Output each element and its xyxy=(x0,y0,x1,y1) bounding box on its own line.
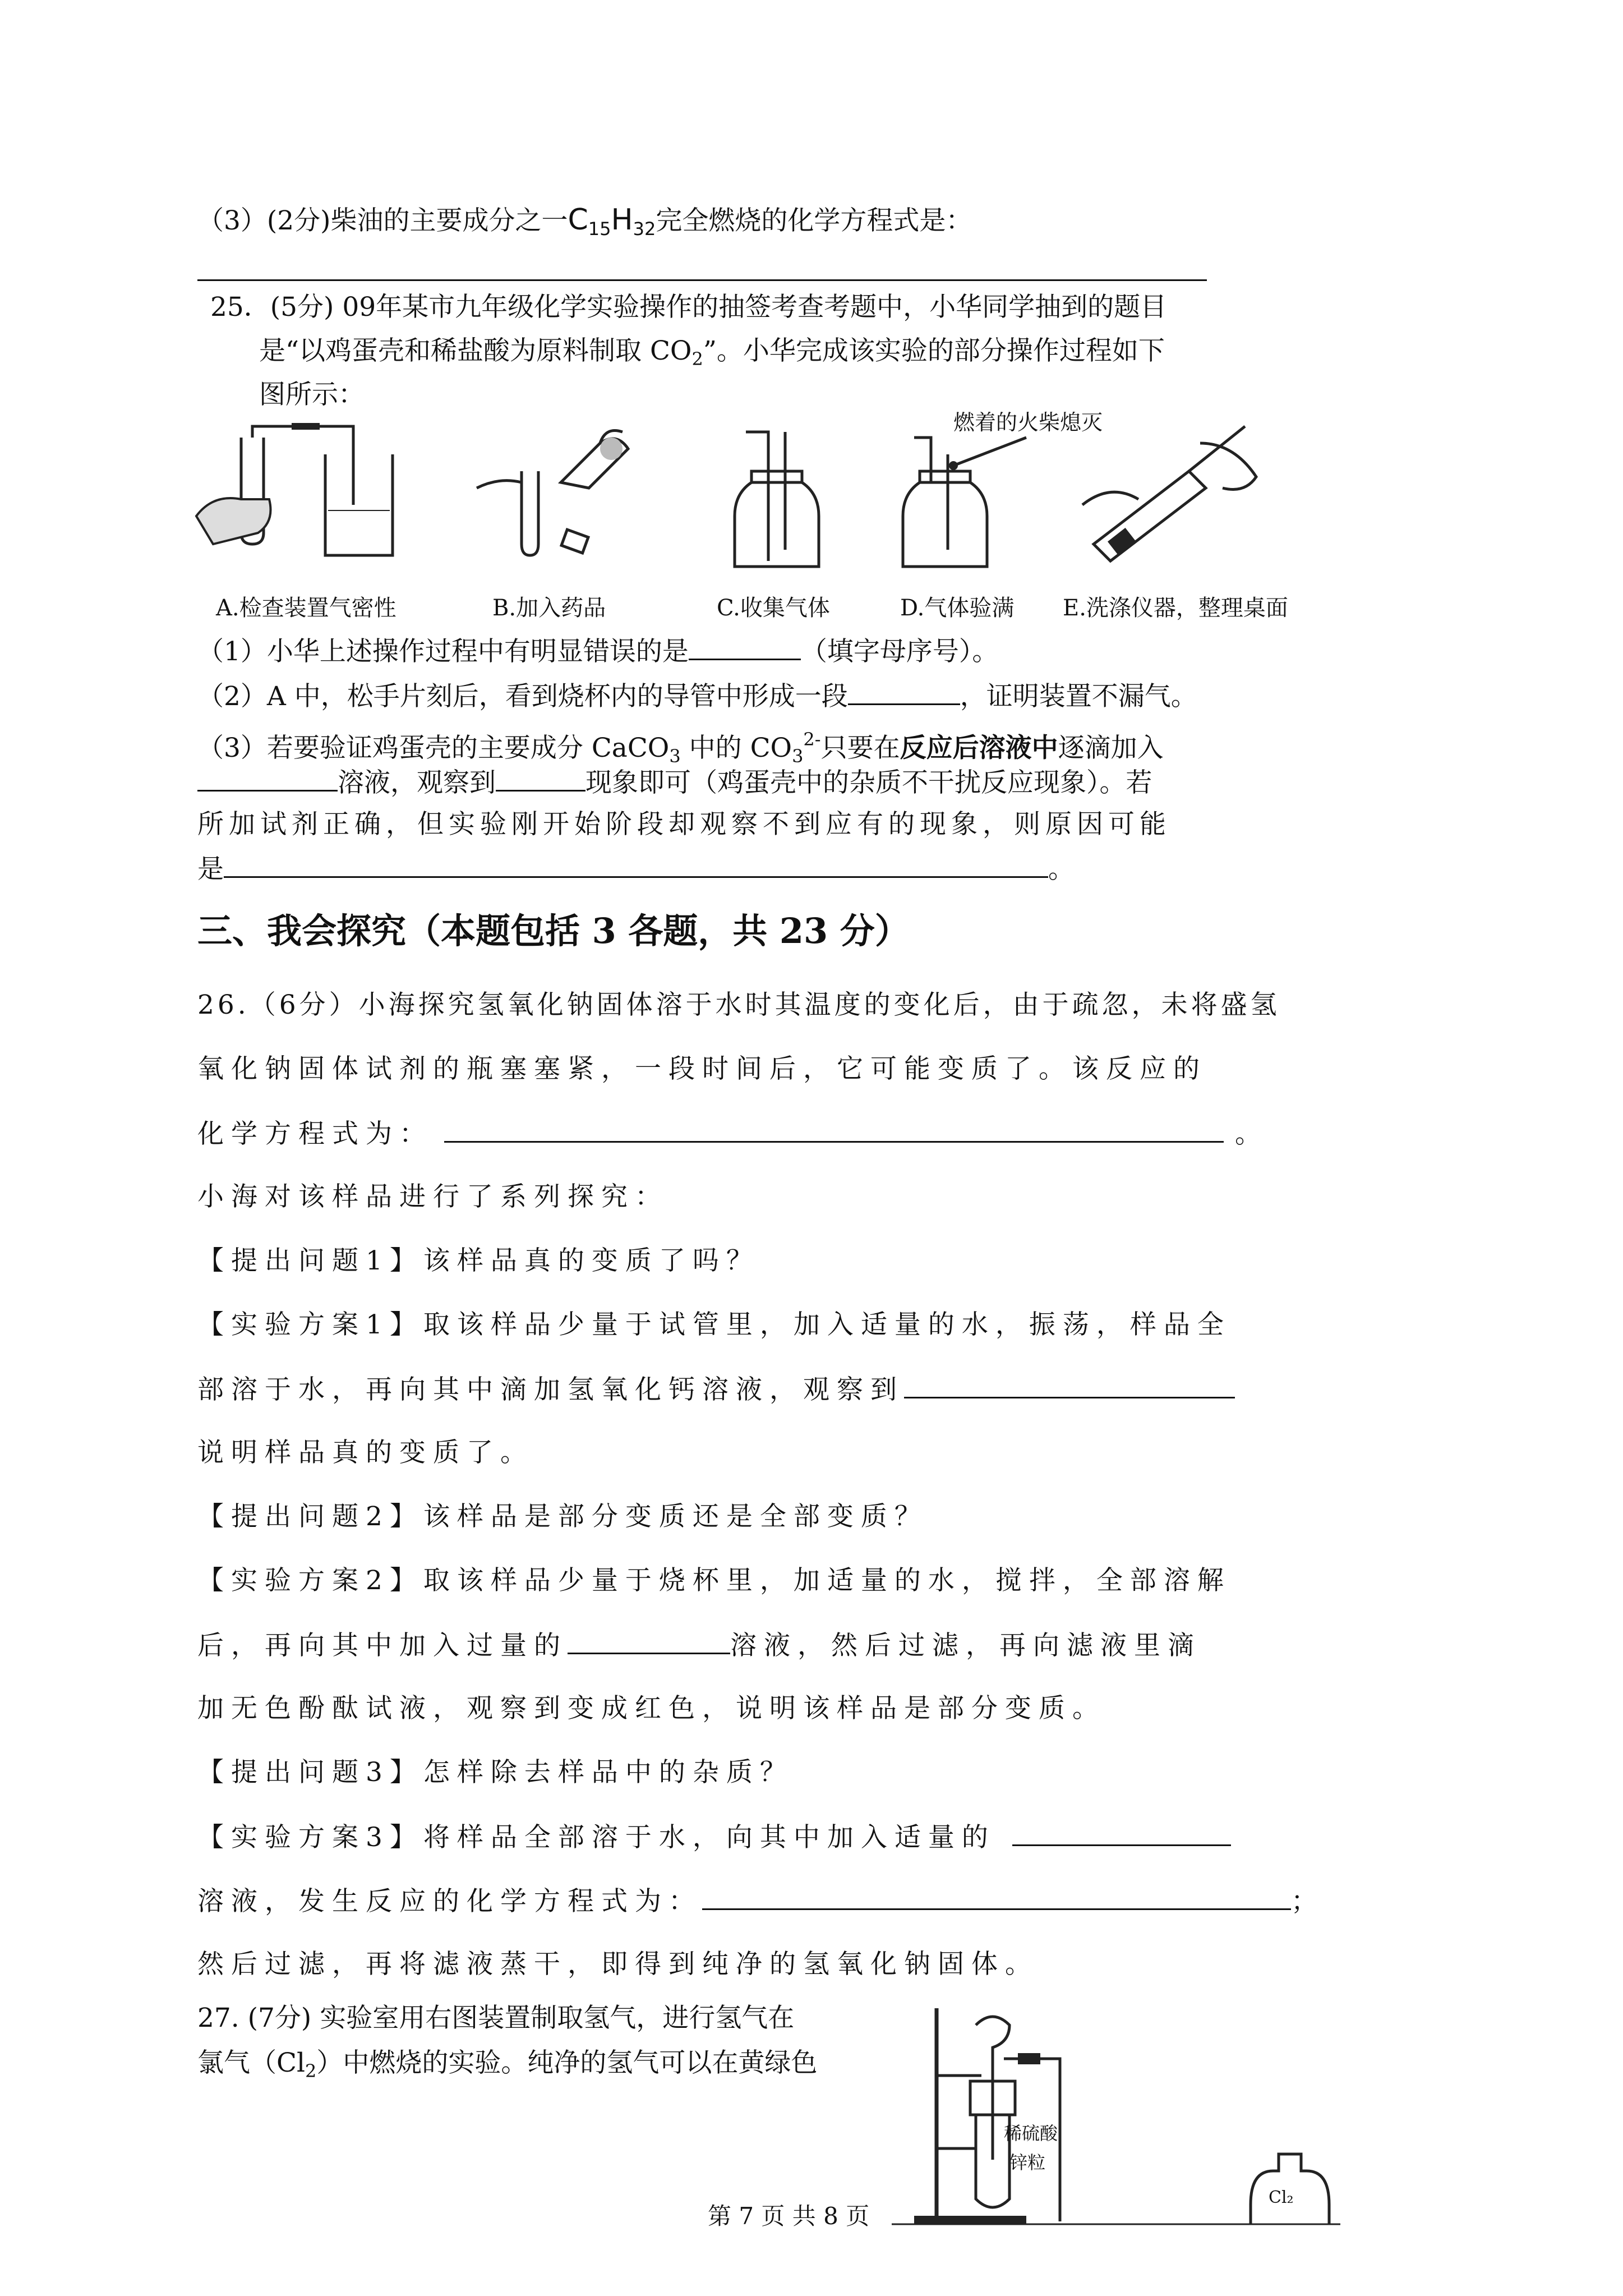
answer-blank[interactable] xyxy=(848,679,960,705)
q26-line1: 26.（6分）小海探究氢氧化钠固体溶于水时其温度的变化后，由于疏忽，未将盛氢 xyxy=(197,990,1280,1020)
figure-a-airtight-check xyxy=(191,415,415,572)
caption-c: C.收集气体 xyxy=(717,595,830,621)
plan-1-line2: 部溶于水，再向其中滴加氢氧化钙溶液，观察到 xyxy=(197,1372,1235,1407)
q27-line1: 27. (7分) 实验室用右图装置制取氢气，进行氢气在 xyxy=(197,2003,795,2033)
q24-part3: （3）(2分)柴油的主要成分之一$C_{15}H_{32}$完全燃烧的化学方程式是： xyxy=(197,203,972,240)
answer-blank[interactable] xyxy=(689,634,801,660)
figure-c-collect-gas xyxy=(718,421,830,578)
caption-a: A.检查装置气密性 xyxy=(216,595,396,621)
answer-blank[interactable] xyxy=(224,852,1048,878)
q25-line1: 25．(5分) 09年某市九年级化学实验操作的抽签考查考题中，小华同学抽到的题目 xyxy=(210,292,1167,323)
answer-blank[interactable] xyxy=(702,1884,1291,1910)
q25-part3-line3: 所加试剂正确，但实验刚开始阶段却观察不到应有的现象，则原因可能 xyxy=(197,809,1171,840)
label-chlorine-bottle: Cl₂ xyxy=(1269,2188,1294,2207)
question-3-heading: 【提出问题3】怎样除去样品中的杂质？ xyxy=(197,1757,794,1788)
caption-d: D.气体验满 xyxy=(900,595,1015,621)
page-number: 第 7 页 共 8 页 xyxy=(708,2202,870,2230)
plan-2-line1: 【实验方案2】取该样品少量于烧杯里，加适量的水，搅拌，全部溶解 xyxy=(197,1565,1231,1596)
q25-part3-line1: （3）若要验证鸡蛋壳的主要成分 CaCO$_3$ 中的 $CO_3^{2-}$只要在反应后溶液中逐滴加入 xyxy=(197,729,1164,767)
q25-part2: （2）A 中，松手片刻后，看到烧杯内的导管中形成一段 ，证明装置不漏气。 xyxy=(197,679,1197,714)
figure-b-add-reagent xyxy=(471,421,651,567)
answer-blank[interactable] xyxy=(444,1116,1224,1143)
plan-1-line3: 说明样品真的变质了。 xyxy=(197,1437,534,1468)
q25-line3: 图所示： xyxy=(259,379,365,410)
section-3-heading: 三、我会探究（本题包括 3 各题，共 23 分） xyxy=(197,910,910,951)
figure-e-wash-equipment xyxy=(1077,421,1279,567)
plan-2-line3: 加无色酚酞试液，观察到变成红色，说明该样品是部分变质。 xyxy=(197,1693,1106,1724)
plan-3-line2: 溶液，发生反应的化学方程式为： ； xyxy=(197,1884,1325,1918)
q26-line3: 化学方程式为： 。 xyxy=(197,1116,1269,1151)
q25-part1: （1）小华上述操作过程中有明显错误的是 （填字母序号）。 xyxy=(197,634,998,669)
answer-blank[interactable] xyxy=(1012,1820,1231,1846)
q26-line2: 氧化钠固体试剂的瓶塞塞紧，一段时间后，它可能变质了。该反应的 xyxy=(197,1053,1207,1084)
q26-line4: 小海对该样品进行了系列探究： xyxy=(197,1181,668,1212)
label-zinc-granules: 锌粒 xyxy=(1009,2152,1046,2173)
plan-1-line1: 【实验方案1】取该样品少量于试管里，加入适量的水，振荡，样品全 xyxy=(197,1309,1231,1340)
q25-line2: 是“以鸡蛋壳和稀盐酸为原料制取 $CO_2$”。小华完成该实验的部分操作过程如下 xyxy=(259,335,1165,370)
answer-line-q24 xyxy=(197,279,1207,281)
figure-d-label: 燃着的火柴熄灭 xyxy=(953,410,1103,435)
q27-line2: 氯气$(Cl_2)$中燃烧的实验。纯净的氢气可以在黄绿色 xyxy=(197,2047,818,2082)
question-2-heading: 【提出问题2】该样品是部分变质还是全部变质？ xyxy=(197,1501,928,1532)
answer-blank[interactable] xyxy=(197,765,338,792)
answer-blank[interactable] xyxy=(568,1628,730,1654)
plan-3-line1: 【实验方案3】将样品全部溶于水，向其中加入适量的 xyxy=(197,1820,1231,1855)
plan-2-line2: 后，再向其中加入过量的 溶液，然后过滤，再向滤液里滴 xyxy=(197,1628,1201,1663)
answer-blank[interactable] xyxy=(496,765,585,792)
plan-3-line3: 然后过滤，再将滤液蒸干，即得到纯净的氢氧化钠固体。 xyxy=(197,1949,1039,1980)
answer-blank[interactable] xyxy=(904,1372,1235,1398)
caption-b: B.加入药品 xyxy=(492,595,606,621)
question-1-heading: 【提出问题1】该样品真的变质了吗？ xyxy=(197,1245,760,1276)
figure-d-gas-full-test xyxy=(897,421,1054,578)
q25-part3-line4: 是 。 xyxy=(197,852,1075,886)
caption-e: E.洗涤仪器，整理桌面 xyxy=(1063,595,1288,621)
q25-part3-line2: 溶液，观察到 现象即可（鸡蛋壳中的杂质不干扰反应现象）。若 xyxy=(197,765,1152,800)
label-dilute-sulfuric-acid: 稀硫酸 xyxy=(1004,2123,1058,2144)
